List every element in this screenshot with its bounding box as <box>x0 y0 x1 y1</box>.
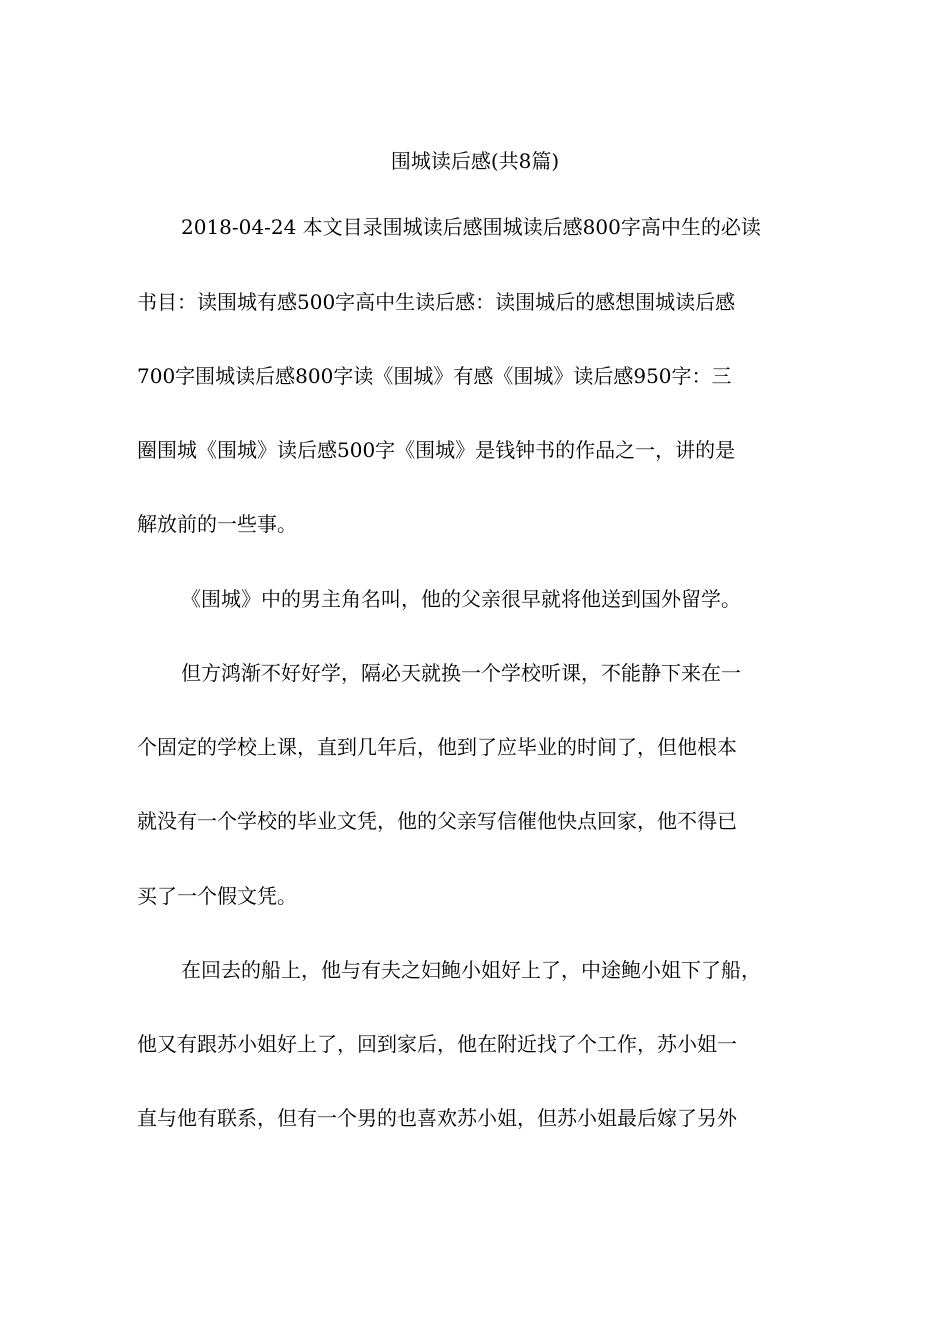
paragraph-4-line-2: 他又有跟苏小姐好上了，回到家后，他在附近找了个工作，苏小姐一 <box>137 1032 737 1056</box>
paragraph-1-line-5: 解放前的一些事。 <box>137 512 297 536</box>
paragraph-1-line-2: 书目：读围城有感500字高中生读后感：读围城后的感想围城读后感 <box>137 290 736 314</box>
paragraph-3-line-2: 个固定的学校上课，直到几年后，他到了应毕业的时间了，但他根本 <box>137 735 737 759</box>
paragraph-4-line-1: 在回去的船上，他与有夫之妇鲍小姐好上了，中途鲍小姐下了船， <box>181 958 761 982</box>
paragraph-1-line-1: 2018-04-24 本文目录围城读后感围城读后感800字高中生的必读 <box>181 215 761 239</box>
paragraph-3-line-1: 但方鸿渐不好好学，隔必天就换一个学校听课，不能静下来在一 <box>181 661 741 685</box>
document-title: 围城读后感(共8篇) <box>390 149 560 173</box>
paragraph-1-line-4: 圈围城《围城》读后感500字《围城》是钱钟书的作品之一，讲的是 <box>137 438 736 462</box>
paragraph-3-line-3: 就没有一个学校的毕业文凭，他的父亲写信催他快点回家，他不得已 <box>137 809 737 833</box>
paragraph-1-line-3: 700字围城读后感800字读《围城》有感《围城》读后感950字：三 <box>137 364 732 388</box>
paragraph-3-line-4: 买了一个假文凭。 <box>137 884 297 908</box>
paragraph-2-line-1: 《围城》中的男主角名叫，他的父亲很早就将他送到国外留学。 <box>181 587 741 611</box>
paragraph-4-line-3: 直与他有联系，但有一个男的也喜欢苏小姐，但苏小姐最后嫁了另外 <box>137 1106 737 1130</box>
